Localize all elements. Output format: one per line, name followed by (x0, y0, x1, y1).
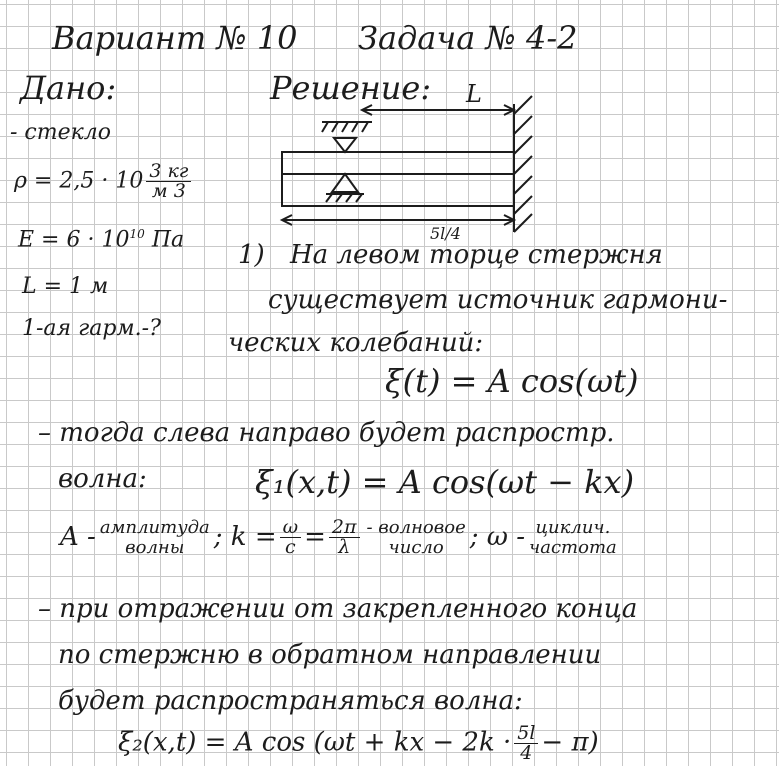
top-support-icon (322, 122, 372, 152)
notation-frac-lambda-den: λ (338, 536, 351, 559)
notation-amplitude-bottom: волны (125, 536, 185, 558)
notation-frac-lambda-num: 2π (329, 518, 360, 538)
variant-title: Вариант № 10 (52, 19, 298, 57)
task-title: Задача № 4-2 (358, 19, 578, 57)
bottom-support-icon (326, 174, 364, 202)
line-10: будет распространяться волна: (58, 686, 523, 716)
notation-wave-number-top: - волновое (366, 517, 466, 538)
density-value: ρ = 2,5 · 10 (14, 168, 144, 194)
dimension-5l4-label: 5l/4 (430, 224, 461, 242)
solution-title: Решение: (270, 69, 432, 107)
notation-wave-number (367, 518, 466, 558)
notation-frac-omega (280, 518, 302, 557)
given-length: L = 1 м (22, 274, 109, 299)
notation-a: A - (60, 521, 96, 552)
modulus-exponent: 10 (129, 227, 145, 241)
notation-omega: ; ω - (469, 521, 526, 552)
line-1: На левом торце стержня (290, 240, 663, 270)
line-9: по стержню в обратном направлении (58, 640, 602, 670)
given-density (14, 162, 194, 201)
dimension-l-label: L (466, 82, 482, 108)
density-unit-den: м 3 (151, 180, 186, 202)
formula-wave-2-frac (514, 724, 538, 763)
formula-wave-2-right: − π) (541, 727, 599, 758)
formula-wave-2 (118, 724, 599, 763)
formula-wave-1: ξ₁(x,t) = A cos(ωt − kx) (255, 463, 635, 501)
notation-cyclic-frequency-bottom: частота (529, 536, 617, 558)
notation-frac-lambda (329, 518, 360, 557)
notation-cyclic-frequency-top: циклич. (535, 517, 611, 538)
notation-cyclic-frequency (529, 518, 617, 558)
notation-line (60, 518, 621, 558)
line-3: ческих колебаний: (228, 328, 484, 358)
notation-amplitude-top: амплитуда (99, 517, 210, 538)
density-unit-num: 3 кг (146, 162, 191, 182)
item-number: 1) (238, 240, 265, 270)
given-modulus (18, 228, 184, 251)
notation-k: ; k = (213, 521, 277, 552)
notation-eq: = (304, 521, 326, 552)
formula-source: ξ(t) = A cos(ωt) (385, 362, 639, 400)
notation-frac-omega-den: c (285, 536, 296, 559)
notation-wave-number-bottom: число (388, 536, 444, 558)
given-question: 1-ая гарм.-? (22, 316, 161, 341)
formula-wave-2-frac-den: 4 (520, 742, 533, 764)
rod (282, 152, 514, 206)
density-unit (146, 162, 191, 201)
wave-word: волна: (58, 464, 147, 494)
modulus-value: E = 6 · 10 (18, 227, 130, 253)
rod-diagram (270, 82, 570, 242)
given-title: Дано: (20, 69, 117, 107)
formula-wave-2-frac-num: 5l (514, 724, 538, 744)
modulus-unit: Па (151, 227, 185, 253)
line-5: – тогда слева направо будет распростр. (38, 418, 615, 448)
given-material: - стекло (10, 120, 112, 145)
notation-frac-omega-num: ω (280, 518, 302, 538)
line-2: существует источник гармони- (268, 285, 728, 315)
line-8: – при отражении от закрепленного конца (38, 594, 638, 624)
wall-hatching-icon (514, 96, 532, 232)
formula-wave-2-left: ξ₂(x,t) = A cos (ωt + kx − 2k · (118, 727, 512, 758)
notation-amplitude (100, 518, 210, 558)
